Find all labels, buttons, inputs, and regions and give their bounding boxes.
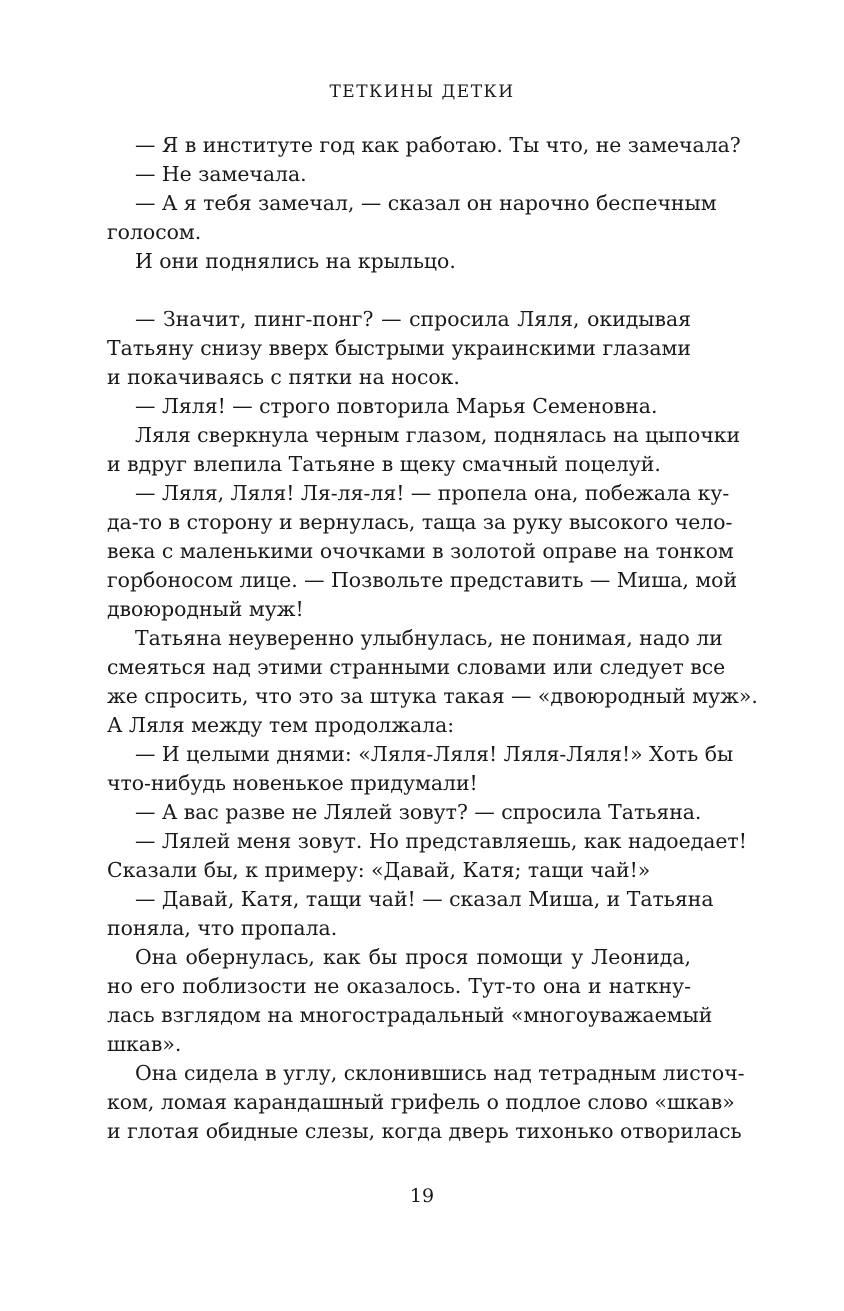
text-line: — Не замечала. [135, 162, 307, 186]
text-line: Она обернулась, как бы прося помощи у Леонида, [135, 945, 691, 969]
text-line: но его поблизости не оказалось. Тут-то она и наткну- [107, 974, 691, 998]
text-line: — Лялей меня зовут. Но представляешь, как надоедает! [135, 829, 747, 853]
text-line: Татьяна неуверенно улыбнулась, не понимая, надо ли [135, 626, 723, 650]
text-line: — Значит, пинг-понг? — спросила Ляля, окидывая [135, 307, 691, 331]
text-line: и глотая обидные слезы, когда дверь тихонько отворилась [107, 1119, 742, 1143]
text-line: и покачиваясь с пятки на носок. [107, 365, 460, 389]
text-line: Она сидела в углу, склонившись над тетрадным листоч- [135, 1061, 745, 1085]
text-line: горбоносом лице. — Позвольте представить — Миша, мой [107, 568, 738, 592]
text-line: — А вас разве не Лялей зовут? — спросила Татьяна. [135, 800, 702, 824]
text-line: Ляля сверкнула черным глазом, поднялась на цыпочки [135, 423, 741, 447]
text-line: Татьяну снизу вверх быстрыми украинскими глазами [107, 336, 691, 360]
text-line: — И целыми днями: «Ляля-Ляля! Ляля-Ляля!» Хоть бы [135, 742, 734, 766]
text-line: и вдруг влепила Татьяне в щеку смачный поцелуй. [107, 452, 661, 476]
text-line: — Ляля! — строго повторила Марья Семеновна. [135, 394, 658, 418]
text-line: века с маленькими очочками в золотой оправе на тонком [107, 539, 734, 563]
body-text [107, 131, 758, 1146]
text-line: И они поднялись на крыльцо. [135, 249, 456, 273]
text-line: ком, ломая карандашный грифель о подлое слово «шкав» [107, 1090, 735, 1114]
running-title: ТЕТКИНЫ ДЕТКИ [329, 82, 515, 102]
text-line: — А я тебя замечал, — сказал он нарочно беспечным [135, 191, 717, 215]
text-line: да-то в сторону и вернулась, таща за руку высокого чело- [107, 510, 733, 534]
text-line: — Давай, Катя, тащи чай! — сказал Миша, и Татьяна [135, 887, 714, 911]
text-line: же спросить, что это за штука такая — «двоюродный муж». [107, 684, 758, 708]
text-line: Сказали бы, к примеру: «Давай, Катя; тащи чай!» [107, 858, 651, 882]
text-line: — Ляля, Ляля! Ля-ля-ля! — пропела она, побежала ку- [135, 481, 730, 505]
text-line: двоюродный муж! [107, 597, 304, 621]
text-line: шкав». [107, 1032, 182, 1056]
text-line: смеяться над этими странными словами или следует все [107, 655, 726, 679]
text-line: лась взглядом на многострадальный «многоуважаемый [107, 1003, 713, 1027]
page-number: 19 [409, 1185, 435, 1207]
text-line: поняла, что пропала. [107, 916, 338, 940]
text-line: А Ляля между тем продолжала: [107, 713, 455, 737]
text-line: — Я в институте год как работаю. Ты что, не замечала? [135, 133, 741, 157]
text-line: что-нибудь новенькое придумали! [107, 771, 478, 795]
text-line: голосом. [107, 220, 202, 244]
